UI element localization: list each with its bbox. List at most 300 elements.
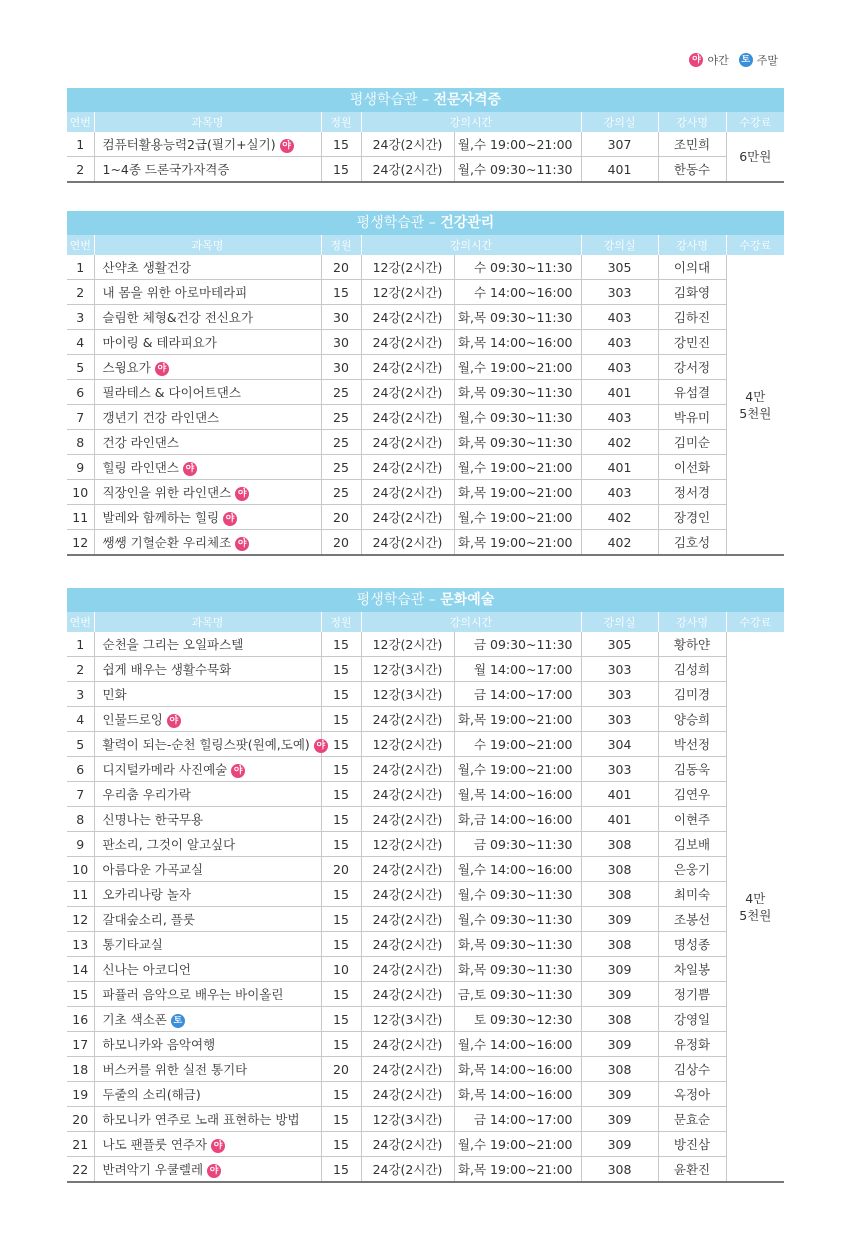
class-time: 월,수 09:30~11:30 [454, 882, 581, 907]
sessions: 24강(2시간) [361, 707, 454, 732]
class-time: 화,목 09:30~11:30 [454, 957, 581, 982]
course-name: 반려악기 우쿨렐레 [102, 1162, 204, 1177]
capacity: 15 [321, 882, 361, 907]
class-time: 월,수 19:00~21:00 [454, 132, 581, 157]
row-number: 9 [67, 832, 94, 857]
course-name: 통기타교실 [102, 937, 163, 952]
fee-cell [726, 255, 784, 555]
class-time: 화,목 09:30~11:30 [454, 380, 581, 405]
room: 309 [581, 1082, 658, 1107]
class-time: 월,수 09:30~11:30 [454, 157, 581, 183]
night-badge-icon: 야 [231, 764, 245, 778]
course-name-cell [94, 280, 321, 305]
course-name: 갱년기 건강 라인댄스 [102, 410, 220, 425]
course-name-cell [94, 455, 321, 480]
teacher: 김미경 [658, 682, 726, 707]
capacity: 15 [321, 932, 361, 957]
header-time: 강의시간 [361, 612, 581, 632]
class-time: 수 14:00~16:00 [454, 280, 581, 305]
section-title [67, 211, 784, 235]
capacity: 10 [321, 957, 361, 982]
night-badge-icon: 야 [183, 462, 197, 476]
course-name: 나도 팬플룻 연주자 [102, 1137, 208, 1152]
capacity: 15 [321, 132, 361, 157]
night-badge-icon: 야 [207, 1164, 221, 1178]
teacher: 차일봉 [658, 957, 726, 982]
capacity: 15 [321, 632, 361, 657]
fee-line: 5천원 [739, 907, 772, 923]
row-number: 3 [67, 682, 94, 707]
capacity: 15 [321, 832, 361, 857]
fee-line: 4만 [745, 388, 766, 404]
sessions: 24강(2시간) [361, 1032, 454, 1057]
table-row [67, 857, 784, 882]
class-time: 월 14:00~17:00 [454, 657, 581, 682]
sessions: 12강(3시간) [361, 1107, 454, 1132]
table-row [67, 832, 784, 857]
table-row [67, 380, 784, 405]
course-name: 내 몸을 위한 아로마테라피 [102, 285, 248, 300]
section-title [67, 88, 784, 112]
class-time: 수 09:30~11:30 [454, 255, 581, 280]
teacher: 이의대 [658, 255, 726, 280]
capacity: 25 [321, 405, 361, 430]
room: 401 [581, 807, 658, 832]
course-name: 민화 [102, 687, 127, 702]
header-row [67, 235, 784, 255]
sessions: 24강(2시간) [361, 505, 454, 530]
header-no: 연번 [67, 235, 94, 255]
row-number: 1 [67, 255, 94, 280]
table-row [67, 807, 784, 832]
course-name-cell [94, 505, 321, 530]
table-row [67, 280, 784, 305]
course-name-cell [94, 1157, 321, 1183]
class-time: 화,목 09:30~11:30 [454, 430, 581, 455]
course-name: 직장인을 위한 라인댄스 [102, 485, 232, 500]
teacher: 김하진 [658, 305, 726, 330]
row-number: 2 [67, 280, 94, 305]
class-time: 화,목 19:00~21:00 [454, 480, 581, 505]
table-row [67, 682, 784, 707]
room: 305 [581, 255, 658, 280]
table-row [67, 157, 784, 183]
fee-cell [726, 132, 784, 182]
table-row [67, 707, 784, 732]
header-time: 강의시간 [361, 112, 581, 132]
header-course: 과목명 [94, 112, 321, 132]
teacher: 황하얀 [658, 632, 726, 657]
course-name: 하모니카와 음악여행 [102, 1037, 216, 1052]
row-number: 21 [67, 1132, 94, 1157]
course-name: 순천을 그리는 오일파스텔 [102, 637, 244, 652]
course-name-cell [94, 1107, 321, 1132]
teacher: 옥정아 [658, 1082, 726, 1107]
sessions: 12강(3시간) [361, 1007, 454, 1032]
course-name: 신나는 아코디언 [102, 962, 191, 977]
row-number: 22 [67, 1157, 94, 1183]
teacher: 장경인 [658, 505, 726, 530]
room: 403 [581, 330, 658, 355]
capacity: 15 [321, 907, 361, 932]
course-name-cell [94, 832, 321, 857]
weekend-badge-icon: 토 [739, 53, 753, 67]
sessions: 24강(2시간) [361, 782, 454, 807]
table-row [67, 882, 784, 907]
row-number: 3 [67, 305, 94, 330]
row-number: 6 [67, 757, 94, 782]
header-row [67, 612, 784, 632]
teacher: 강영일 [658, 1007, 726, 1032]
course-name: 파퓰러 음악으로 배우는 바이올린 [102, 987, 284, 1002]
row-number: 4 [67, 330, 94, 355]
room: 308 [581, 882, 658, 907]
capacity: 15 [321, 732, 361, 757]
row-number: 4 [67, 707, 94, 732]
sessions: 24강(2시간) [361, 455, 454, 480]
capacity: 15 [321, 757, 361, 782]
room: 401 [581, 455, 658, 480]
capacity: 15 [321, 1007, 361, 1032]
row-number: 10 [67, 857, 94, 882]
course-name-cell [94, 982, 321, 1007]
table-row [67, 305, 784, 330]
header-teacher: 강사명 [658, 612, 726, 632]
table-row [67, 632, 784, 657]
sessions: 12강(2시간) [361, 832, 454, 857]
class-time: 화,목 14:00~16:00 [454, 1057, 581, 1082]
class-time: 월,수 19:00~21:00 [454, 355, 581, 380]
header-row [67, 112, 784, 132]
row-number: 8 [67, 807, 94, 832]
teacher: 은웅기 [658, 857, 726, 882]
header-room: 강의실 [581, 235, 658, 255]
table-row [67, 982, 784, 1007]
sessions: 24강(2시간) [361, 530, 454, 556]
row-number: 11 [67, 882, 94, 907]
sessions: 24강(2시간) [361, 1132, 454, 1157]
room: 308 [581, 932, 658, 957]
course-name-cell [94, 932, 321, 957]
room: 402 [581, 430, 658, 455]
row-number: 5 [67, 732, 94, 757]
capacity: 15 [321, 807, 361, 832]
class-time: 화,목 19:00~21:00 [454, 707, 581, 732]
room: 307 [581, 132, 658, 157]
teacher: 김화영 [658, 280, 726, 305]
course-name: 하모니카 연주로 노래 표현하는 방법 [102, 1112, 300, 1127]
fee-line: 4만 [745, 890, 766, 906]
night-badge-icon: 야 [211, 1139, 225, 1153]
course-name-cell [94, 380, 321, 405]
header-fee: 수강료 [726, 612, 784, 632]
room: 308 [581, 1057, 658, 1082]
course-name: 신명나는 한국무용 [102, 812, 204, 827]
table-row [67, 255, 784, 280]
course-name-cell [94, 1007, 321, 1032]
room: 309 [581, 1107, 658, 1132]
class-time: 화,목 14:00~16:00 [454, 1082, 581, 1107]
room: 403 [581, 480, 658, 505]
course-name-cell [94, 782, 321, 807]
capacity: 25 [321, 480, 361, 505]
night-badge-icon: 야 [155, 362, 169, 376]
course-name: 기초 색소폰 [102, 1012, 167, 1027]
course-name: 버스커를 위한 실전 통기타 [102, 1062, 248, 1077]
row-number: 9 [67, 455, 94, 480]
header-room: 강의실 [581, 112, 658, 132]
legend [689, 52, 784, 68]
header-cap: 정원 [321, 112, 361, 132]
sessions: 24강(2시간) [361, 1082, 454, 1107]
sessions: 24강(2시간) [361, 1157, 454, 1183]
class-time: 금,토 09:30~11:30 [454, 982, 581, 1007]
class-time: 화,목 09:30~11:30 [454, 932, 581, 957]
class-time: 월,수 14:00~16:00 [454, 857, 581, 882]
row-number: 14 [67, 957, 94, 982]
course-name: 1~4종 드론국가자격증 [102, 162, 230, 177]
row-number: 7 [67, 782, 94, 807]
night-badge-icon: 야 [223, 512, 237, 526]
teacher: 김미순 [658, 430, 726, 455]
room: 309 [581, 982, 658, 1007]
table-row [67, 1107, 784, 1132]
teacher: 정서경 [658, 480, 726, 505]
sessions: 24강(2시간) [361, 405, 454, 430]
class-time: 월,수 09:30~11:30 [454, 405, 581, 430]
capacity: 30 [321, 355, 361, 380]
capacity: 20 [321, 530, 361, 556]
row-number: 5 [67, 355, 94, 380]
row-number: 11 [67, 505, 94, 530]
teacher: 김성희 [658, 657, 726, 682]
header-teacher: 강사명 [658, 112, 726, 132]
teacher: 이선화 [658, 455, 726, 480]
capacity: 15 [321, 657, 361, 682]
course-name: 스윙요가 [102, 360, 151, 375]
sessions: 24강(2시간) [361, 932, 454, 957]
fee-line: 6만원 [739, 149, 772, 164]
capacity: 20 [321, 857, 361, 882]
header-course: 과목명 [94, 235, 321, 255]
course-name: 마이링 & 테라피요가 [102, 335, 217, 350]
teacher: 문효순 [658, 1107, 726, 1132]
course-name: 쌩쌩 기혈순환 우리체조 [102, 535, 232, 550]
teacher: 조봉선 [658, 907, 726, 932]
table-row [67, 757, 784, 782]
course-name-cell [94, 657, 321, 682]
header-cap: 정원 [321, 612, 361, 632]
table-row [67, 1007, 784, 1032]
course-name-cell [94, 957, 321, 982]
table-row [67, 132, 784, 157]
course-name-cell [94, 255, 321, 280]
sessions: 12강(2시간) [361, 255, 454, 280]
table-row [67, 455, 784, 480]
class-time: 월,수 19:00~21:00 [454, 1132, 581, 1157]
course-name: 갈대숲소리, 플룻 [102, 912, 195, 927]
course-name-cell [94, 132, 321, 157]
room: 303 [581, 657, 658, 682]
room: 403 [581, 405, 658, 430]
room: 309 [581, 907, 658, 932]
table-row [67, 732, 784, 757]
table-row [67, 1157, 784, 1183]
row-number: 8 [67, 430, 94, 455]
capacity: 15 [321, 1082, 361, 1107]
table-row [67, 480, 784, 505]
capacity: 30 [321, 305, 361, 330]
teacher: 윤환진 [658, 1157, 726, 1183]
table-row [67, 957, 784, 982]
header-room: 강의실 [581, 612, 658, 632]
capacity: 15 [321, 157, 361, 183]
table-row [67, 430, 784, 455]
table-row [67, 1132, 784, 1157]
row-number: 12 [67, 907, 94, 932]
fee-line: 5천원 [739, 405, 772, 421]
row-number: 19 [67, 1082, 94, 1107]
teacher: 유정화 [658, 1032, 726, 1057]
sessions: 24강(2시간) [361, 957, 454, 982]
course-name: 건강 라인댄스 [102, 435, 179, 450]
course-name-cell [94, 305, 321, 330]
sessions: 24강(2시간) [361, 330, 454, 355]
room: 403 [581, 355, 658, 380]
night-badge-icon: 야 [280, 139, 294, 153]
section-title-category: 문화예술 [440, 592, 495, 608]
sessions: 24강(2시간) [361, 480, 454, 505]
class-time: 화,목 14:00~16:00 [454, 330, 581, 355]
legend-night-label: 야간 [707, 54, 729, 67]
room: 401 [581, 157, 658, 183]
teacher: 한동수 [658, 157, 726, 183]
room: 308 [581, 857, 658, 882]
capacity: 25 [321, 380, 361, 405]
night-badge-icon: 야 [167, 714, 181, 728]
teacher: 조민희 [658, 132, 726, 157]
room: 401 [581, 782, 658, 807]
header-no: 연번 [67, 612, 94, 632]
teacher: 유섬결 [658, 380, 726, 405]
capacity: 25 [321, 430, 361, 455]
course-name: 쉽게 배우는 생활수묵화 [102, 662, 232, 677]
course-name: 판소리, 그것이 알고싶다 [102, 837, 236, 852]
room: 309 [581, 957, 658, 982]
room: 303 [581, 280, 658, 305]
teacher: 최미숙 [658, 882, 726, 907]
table-row [67, 782, 784, 807]
class-time: 금 09:30~11:30 [454, 632, 581, 657]
sessions: 12강(3시간) [361, 657, 454, 682]
row-number: 13 [67, 932, 94, 957]
sessions: 24강(2시간) [361, 982, 454, 1007]
sessions: 12강(3시간) [361, 682, 454, 707]
course-name: 인물드로잉 [102, 712, 163, 727]
course-section-2 [67, 211, 784, 556]
capacity: 15 [321, 280, 361, 305]
course-name-cell [94, 430, 321, 455]
teacher: 김연우 [658, 782, 726, 807]
room: 303 [581, 707, 658, 732]
course-name: 산약초 생활건강 [102, 260, 191, 275]
course-name-cell [94, 757, 321, 782]
teacher: 방진삼 [658, 1132, 726, 1157]
course-table [67, 235, 784, 556]
teacher: 강민진 [658, 330, 726, 355]
course-name-cell [94, 1057, 321, 1082]
course-name-cell [94, 1132, 321, 1157]
room: 304 [581, 732, 658, 757]
sessions: 24강(2시간) [361, 1057, 454, 1082]
room: 308 [581, 1157, 658, 1183]
capacity: 15 [321, 682, 361, 707]
course-name: 슬림한 체형&건강 전신요가 [102, 310, 254, 325]
class-time: 월,수 19:00~21:00 [454, 455, 581, 480]
row-number: 1 [67, 132, 94, 157]
course-name: 두줄의 소리(해금) [102, 1087, 201, 1102]
course-name: 힐링 라인댄스 [102, 460, 179, 475]
table-row [67, 907, 784, 932]
night-badge-icon: 야 [689, 53, 703, 67]
sessions: 24강(2시간) [361, 882, 454, 907]
teacher: 박유미 [658, 405, 726, 430]
section-title-category: 건강관리 [440, 215, 495, 231]
row-number: 20 [67, 1107, 94, 1132]
sessions: 24강(2시간) [361, 157, 454, 183]
row-number: 12 [67, 530, 94, 556]
capacity: 30 [321, 330, 361, 355]
room: 309 [581, 1132, 658, 1157]
row-number: 17 [67, 1032, 94, 1057]
row-number: 7 [67, 405, 94, 430]
row-number: 15 [67, 982, 94, 1007]
class-time: 월,수 19:00~21:00 [454, 505, 581, 530]
room: 402 [581, 530, 658, 556]
room: 309 [581, 1032, 658, 1057]
capacity: 20 [321, 505, 361, 530]
section-title-prefix: 평생학습관 – [356, 215, 441, 231]
room: 303 [581, 682, 658, 707]
night-badge-icon: 야 [314, 739, 328, 753]
sessions: 24강(2시간) [361, 430, 454, 455]
teacher: 김동욱 [658, 757, 726, 782]
course-name: 디지털카메라 사진예술 [102, 762, 228, 777]
room: 402 [581, 505, 658, 530]
class-time: 금 14:00~17:00 [454, 1107, 581, 1132]
course-section-1 [67, 88, 784, 183]
section-title-prefix: 평생학습관 – [349, 92, 434, 108]
row-number: 16 [67, 1007, 94, 1032]
capacity: 15 [321, 982, 361, 1007]
room: 401 [581, 380, 658, 405]
class-time: 화,목 19:00~21:00 [454, 530, 581, 556]
sessions: 24강(2시간) [361, 305, 454, 330]
teacher: 박선정 [658, 732, 726, 757]
class-time: 화,금 14:00~16:00 [454, 807, 581, 832]
course-name-cell [94, 1032, 321, 1057]
row-number: 10 [67, 480, 94, 505]
table-row [67, 355, 784, 380]
class-time: 토 09:30~12:30 [454, 1007, 581, 1032]
class-time: 월,수 09:30~11:30 [454, 907, 581, 932]
course-name: 오카리나랑 놀자 [102, 887, 191, 902]
class-time: 금 09:30~11:30 [454, 832, 581, 857]
sessions: 24강(2시간) [361, 807, 454, 832]
class-time: 화,목 19:00~21:00 [454, 1157, 581, 1183]
teacher: 김보배 [658, 832, 726, 857]
class-time: 월,수 19:00~21:00 [454, 757, 581, 782]
